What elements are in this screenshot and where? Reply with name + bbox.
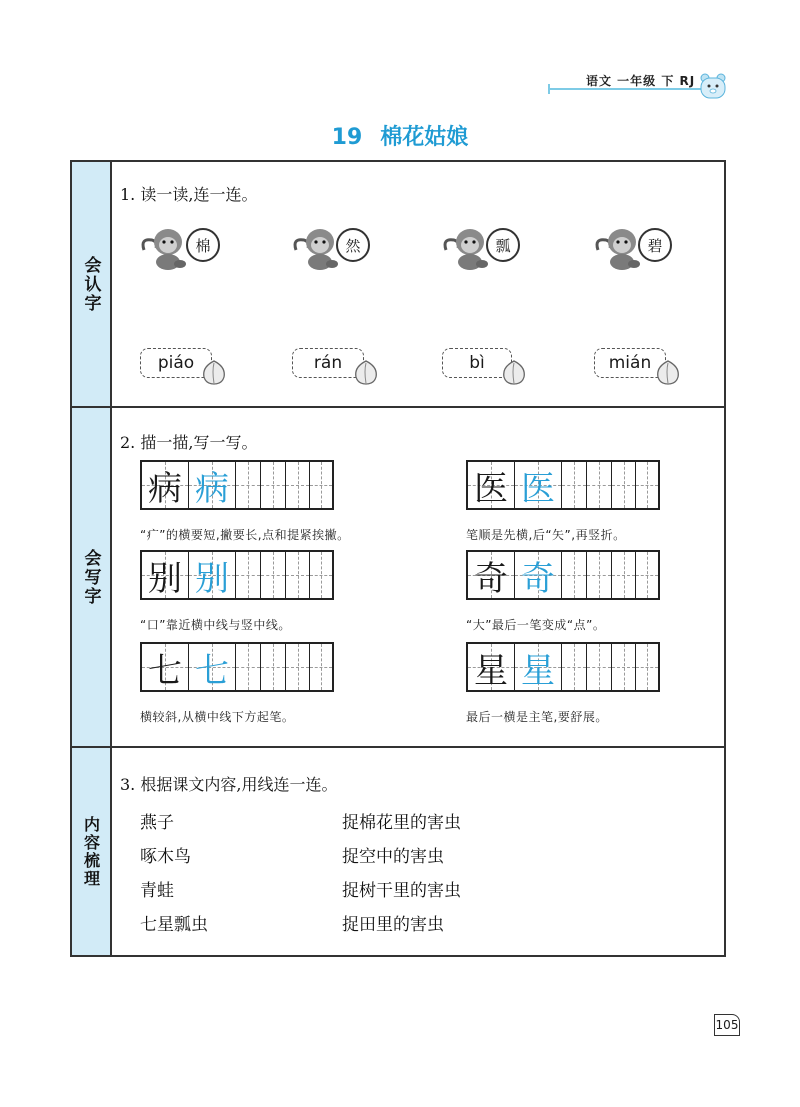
question-1: 1. 读一读,连一连。 xyxy=(120,185,258,204)
pinyin-box-4[interactable]: mián xyxy=(594,348,666,378)
question-2: 2. 描一描,写一写。 xyxy=(120,433,258,452)
peach-icon xyxy=(200,358,228,386)
peach-icon xyxy=(654,358,682,386)
writing-grid-5[interactable]: 七 七 xyxy=(140,642,334,692)
writing-tip-5: 横较斜,从横中线下方起笔。 xyxy=(140,710,295,724)
match-left-4[interactable]: 七星瓢虫 xyxy=(140,915,208,935)
section-divider xyxy=(72,406,724,408)
match-right-1[interactable]: 捉棉花里的害虫 xyxy=(342,813,461,833)
side-label-recognize: 会认字 xyxy=(72,162,112,406)
char-bubble-2[interactable]: 然 xyxy=(336,228,370,262)
side-label-write: 会写字 xyxy=(72,408,112,746)
pinyin-box-1[interactable]: piáo xyxy=(140,348,212,378)
lesson-number: 19 xyxy=(331,125,363,150)
match-left-1[interactable]: 燕子 xyxy=(140,813,174,833)
writing-grid-1[interactable]: 病 病 xyxy=(140,460,334,510)
book-label: 语文 一年级 下 RJ xyxy=(586,74,696,88)
writing-grid-6[interactable]: 星 星 xyxy=(466,642,660,692)
bear-icon xyxy=(698,70,728,100)
writing-tip-2: 笔顺是先横,后“矢”,再竖折。 xyxy=(466,528,626,542)
section-divider xyxy=(72,746,724,748)
exercise-frame xyxy=(70,160,726,957)
match-left-2[interactable]: 啄木鸟 xyxy=(140,847,191,867)
lesson-title xyxy=(0,120,800,151)
peach-icon xyxy=(500,358,528,386)
peach-icon xyxy=(352,358,380,386)
question-3: 3. 根据课文内容,用线连一连。 xyxy=(120,775,338,794)
lesson-name: 棉花姑娘 xyxy=(380,125,469,150)
match-right-4[interactable]: 捉田里的害虫 xyxy=(342,915,444,935)
writing-tip-3: “口”靠近横中线与竖中线。 xyxy=(140,618,291,632)
match-right-2[interactable]: 捉空中的害虫 xyxy=(342,847,444,867)
writing-grid-2[interactable]: 医 医 xyxy=(466,460,660,510)
char-bubble-4[interactable]: 碧 xyxy=(638,228,672,262)
page-number: 105 xyxy=(714,1014,740,1036)
writing-grid-4[interactable]: 奇 奇 xyxy=(466,550,660,600)
match-right-3[interactable]: 捉树干里的害虫 xyxy=(342,881,461,901)
char-bubble-3[interactable]: 瓢 xyxy=(486,228,520,262)
pinyin-box-2[interactable]: rán xyxy=(292,348,364,378)
side-label-content: 内容梳理 xyxy=(72,748,112,955)
writing-tip-6: 最后一横是主笔,要舒展。 xyxy=(466,710,608,724)
writing-tip-4: “大”最后一笔变成“点”。 xyxy=(466,618,606,632)
pinyin-box-3[interactable]: bì xyxy=(442,348,512,378)
char-bubble-1[interactable]: 棉 xyxy=(186,228,220,262)
writing-tip-1: “疒”的横要短,撇要长,点和提紧挨撇。 xyxy=(140,528,350,542)
match-left-3[interactable]: 青蛙 xyxy=(140,881,174,901)
writing-grid-3[interactable]: 别 别 xyxy=(140,550,334,600)
